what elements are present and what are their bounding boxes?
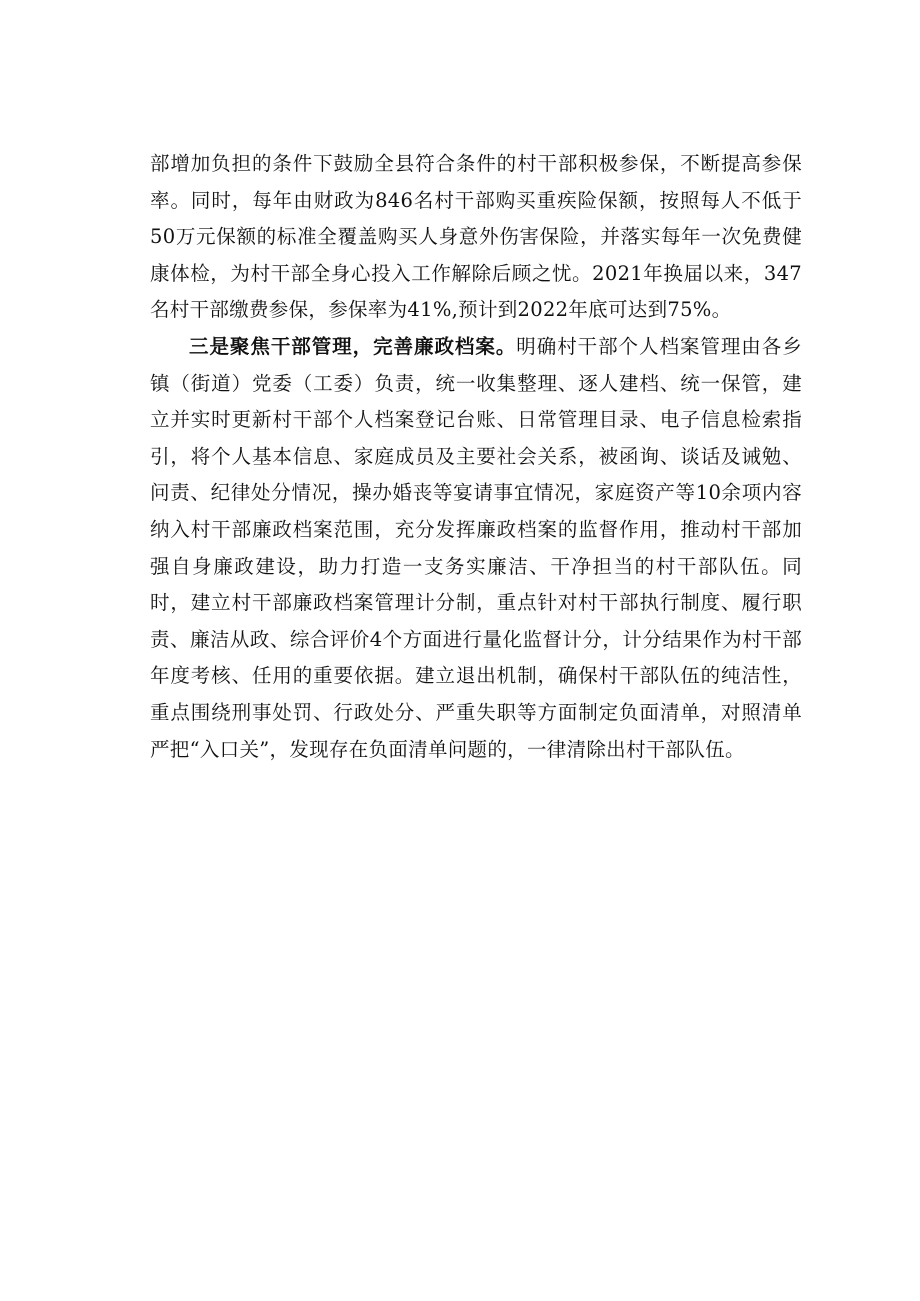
paragraph-1-text: 部增加负担的条件下鼓励全县符合条件的村干部积极参保，不断提高参保率。同时，每年由财政为846名村干部购买重疾险保额，按照每人不低于50万元保额的标准全覆盖购买人身意外伤害保险，并落实每年一次免费健康体检，为村干部全身心投入工作解除后顾之忧。2021年换届以来，347名村干部缴费参保，参保率为41%,预计到2022年底可达到75%。 [150,152,802,322]
paragraph-2-body: 明确村干部个人档案管理由各乡镇（街道）党委（工委）负责，统一收集整理、逐人建档、统一保管，建立并实时更新村干部个人档案登记台账、日常管理目录、电子信息检索指引，将个人基本信息、家庭成员及主要社会关系，被函询、谈话及诫勉、问责、纪律处分情况，操办婚丧等宴请事宜情况，家庭资产等10余项内容纳入村干部廉政档案范围，充分发挥廉政档案的监督作用，推动村干部加强自身廉政建设，助力打造一支务实廉洁、干净担当的村干部队伍。同时，建立村干部廉政档案管理计分制，重点针对村干部执行制度、履行职责、廉洁从政、综合评价4个方面进行量化监督计分，计分结果作为村干部年度考核、任用的重要依据。建立退出机制，确保村干部队伍的纯洁性，重点围绕刑事处罚、行政处分、严重失职等方面制定负面清单，对照清单严把“入口关”，发现存在负面清单问题的，一律清除出村干部队伍。 [150,334,802,761]
paragraph-2-heading: 三是聚焦干部管理，完善廉政档案。 [189,334,517,358]
paragraph-discipline-files [150,329,802,768]
document-page [150,146,802,768]
paragraph-continuation [150,146,802,329]
